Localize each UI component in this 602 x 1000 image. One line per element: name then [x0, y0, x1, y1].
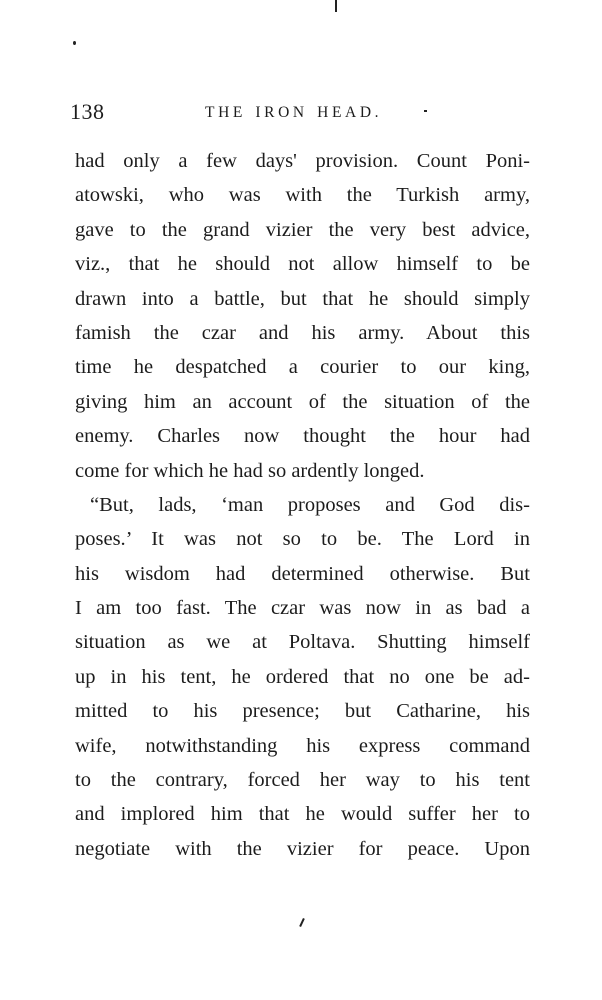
paragraph: [75, 144, 530, 488]
text-line: up in his tent, he ordered that no one be ad-: [75, 665, 530, 688]
text-line: giving him an account of the situation of the: [75, 390, 530, 413]
body-text: [75, 144, 530, 866]
ink-speck-left: [73, 41, 76, 45]
text-line: come for which he had so ardently longed.: [75, 459, 425, 482]
text-line: time he despatched a courier to our king,: [75, 356, 530, 379]
text-line: his wisdom had determined otherwise. But: [75, 562, 530, 585]
text-line: had only a few days' provision. Count Poni-: [75, 150, 530, 172]
text-line: viz., that he should not allow himself to be: [75, 253, 530, 276]
text-line: wife, notwithstanding his express command: [75, 734, 530, 757]
paragraph: [75, 488, 530, 866]
text-line: enemy. Charles now thought the hour had: [75, 425, 530, 448]
text-line: to the contrary, forced her way to his tent: [75, 769, 530, 792]
text-line: gave to the grand vizier the very best advice,: [75, 218, 530, 241]
text-line: famish the czar and his army. About this: [75, 321, 530, 344]
text-line: negotiate with the vizier for peace. Upon: [75, 837, 530, 860]
text-line: “But, lads, ‘man proposes and God dis-: [90, 493, 530, 516]
ink-speck-bottom: [299, 918, 305, 927]
text-line: atowski, who was with the Turkish army,: [75, 184, 530, 207]
text-line: situation as we at Poltava. Shutting himself: [75, 631, 530, 654]
text-line: drawn into a battle, but that he should simply: [75, 287, 530, 310]
page-header: [70, 99, 530, 131]
text-line: mitted to his presence; but Catharine, his: [75, 700, 530, 723]
text-line: poses.’ It was not so to be. The Lord in: [75, 528, 530, 551]
text-line: and implored him that he would suffer her to: [75, 803, 530, 826]
page-number: 138: [70, 99, 105, 124]
ink-speck-top: [335, 0, 337, 12]
running-head: THE IRON HEAD.: [205, 104, 383, 121]
text-line: I am too fast. The czar was now in as bad a: [75, 597, 530, 620]
